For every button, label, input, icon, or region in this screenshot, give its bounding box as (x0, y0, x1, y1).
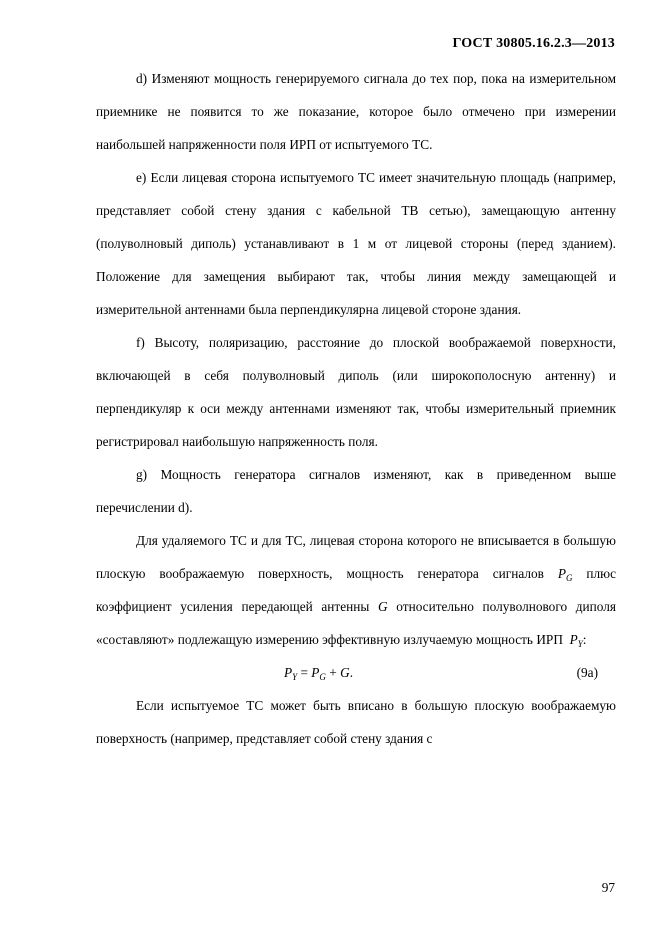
remote-text-end: : (582, 632, 587, 647)
paragraph-remote-device (96, 524, 616, 656)
equation-9a (96, 656, 616, 689)
symbol-g: G (378, 599, 388, 614)
equation-number: (9а) (576, 665, 598, 680)
symbol-p-g: $P_G$ (557, 566, 573, 583)
page-number: 97 (601, 880, 615, 895)
paragraph-f: f) Высоту, поляризацию, расстояние до плоской воображаемой поверхности, включающей в себя полуволновый диполь (или широкополосную антенну) и перпендикуляр к оси между антеннами изменяют так, чтобы измерительный приемник регистрировал наибольшую напряженность поля. (96, 335, 616, 449)
standard-header: ГОСТ 30805.16.2.3—2013 (452, 36, 615, 51)
remote-text-1: Для удаляемого ТС и для ТС, лицевая сторона которого не вписывается в большую плоскую воображаемую поверхность, мощность генератора сигналов (96, 533, 616, 581)
paragraph-d: d) Изменяют мощность генерируемого сигнала до тех пор, пока на измерительном приемнике не появится то же показание, которое было отмечено при измерении наибольшей напряженности поля ИРП от испытуемого ТС. (96, 71, 616, 152)
remote-text-2: плюс коэффициент усиления передающей антенны (96, 566, 616, 614)
body-text (96, 62, 616, 755)
remote-text-3: относительно полуволнового диполя «составляют» подлежащую измерению эффективную излучаемую мощность ИРП (96, 599, 616, 647)
paragraph-g: g) Мощность генератора сигналов изменяют, как в приведенном выше перечислении d). (96, 467, 616, 515)
equation-formula: $P_Y = P_G + G$. (284, 665, 354, 682)
paragraph-e: e) Если лицевая сторона испытуемого ТС имеет значительную площадь (например, представляет собой стену здания с кабельной ТВ сетью), замещающую антенну (полуволновый диполь) устанавливают в 1 м от лицевой стороны (перед зданием). Положение для замещения выбирают так, чтобы линия между замещающей и измерительной антеннами была перпендикулярна лицевой стороне здания. (96, 170, 616, 317)
paragraph-last: Если испытуемое ТС может быть вписано в большую плоскую воображаемую поверхность (например, представляет собой стену здания с (96, 698, 616, 746)
symbol-p-y: $P_Y$ (569, 632, 583, 649)
